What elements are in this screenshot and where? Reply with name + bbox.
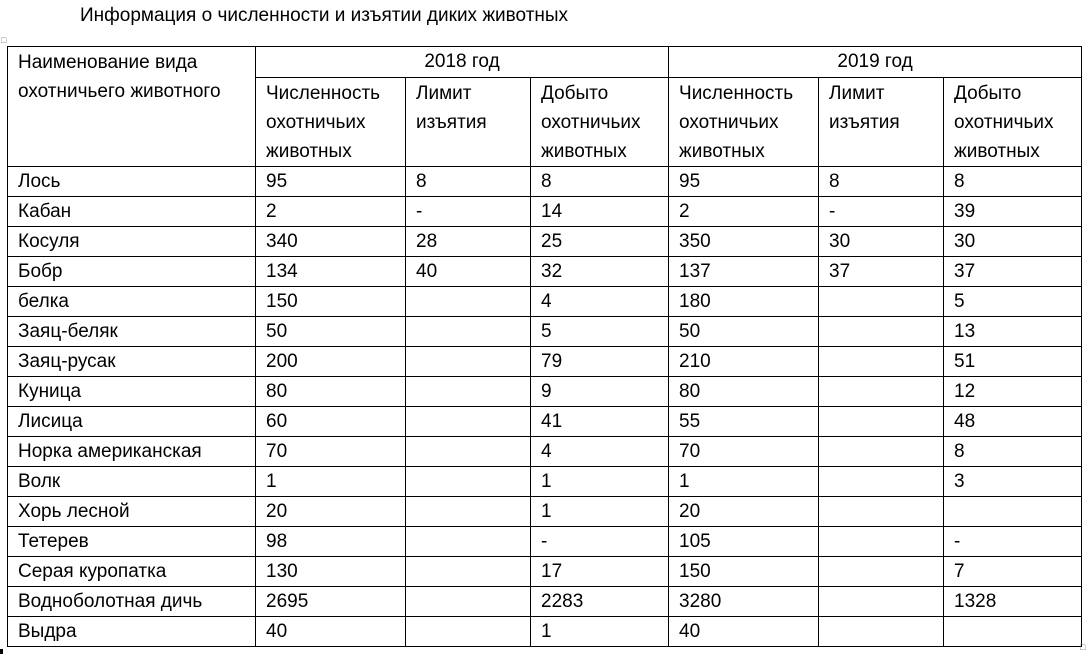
table-resize-handle-icon[interactable]: □ (1080, 642, 1086, 652)
harvested-2018-cell: 4 (531, 287, 669, 317)
species-name-cell: Волк (8, 467, 256, 497)
harvested-2018-cell: 25 (531, 227, 669, 257)
limit-2018-cell (406, 617, 531, 647)
limit-2018-cell (406, 557, 531, 587)
harvested-2019-cell: - (944, 527, 1082, 557)
limit-2018-cell: 40 (406, 257, 531, 287)
population-2018-cell: 80 (256, 377, 406, 407)
harvested-2018-cell: 32 (531, 257, 669, 287)
year-2019-header: 2019 год (669, 47, 1082, 78)
harvested-2018-cell: 1 (531, 497, 669, 527)
population-2018-cell: 70 (256, 437, 406, 467)
limit-2018-cell (406, 527, 531, 557)
harvested-2018-cell: 5 (531, 317, 669, 347)
harvested-2019-cell (944, 497, 1082, 527)
species-name-cell: Лось (8, 167, 256, 197)
table-row (8, 287, 1082, 317)
population-2019-cell: 150 (669, 557, 819, 587)
population-2019-cell: 2 (669, 197, 819, 227)
limit-2019-cell (819, 377, 944, 407)
table-row (8, 437, 1082, 467)
harvested-2019-cell: 8 (944, 437, 1082, 467)
harvested-2018-cell: 41 (531, 407, 669, 437)
limit-2019-cell (819, 467, 944, 497)
limit-2018-cell (406, 407, 531, 437)
limit-2019-cell: - (819, 197, 944, 227)
harvested-2018-cell: 1 (531, 617, 669, 647)
species-name-cell: Косуля (8, 227, 256, 257)
harvested-2019-cell: 7 (944, 557, 1082, 587)
harvested-2018-cell: 8 (531, 167, 669, 197)
species-name-cell: Куница (8, 377, 256, 407)
table-row (8, 377, 1082, 407)
table-row (8, 407, 1082, 437)
harvested-2019-cell (944, 617, 1082, 647)
table-move-handle-icon[interactable]: □ (1, 35, 7, 45)
species-name-cell: Заяц-русак (8, 347, 256, 377)
limit-2019-cell: 37 (819, 257, 944, 287)
population-2019-cell: 55 (669, 407, 819, 437)
document-title: Информация о численности и изъятии диких животных (80, 5, 569, 26)
population-2019-header: Численность охотничьих животных (669, 78, 819, 167)
harvested-2019-cell: 39 (944, 197, 1082, 227)
limit-2019-cell (819, 497, 944, 527)
harvested-2018-cell: 2283 (531, 587, 669, 617)
limit-2018-cell (406, 437, 531, 467)
species-name-cell: Лисица (8, 407, 256, 437)
population-2018-cell: 2 (256, 197, 406, 227)
harvested-2018-cell: 1 (531, 467, 669, 497)
population-2019-cell: 105 (669, 527, 819, 557)
harvested-2019-cell: 48 (944, 407, 1082, 437)
population-2018-cell: 200 (256, 347, 406, 377)
population-2018-cell: 130 (256, 557, 406, 587)
table-row (8, 467, 1082, 497)
population-2018-cell: 40 (256, 617, 406, 647)
harvested-2018-header: Добыто охотничьих животных (531, 78, 669, 167)
limit-2018-cell (406, 467, 531, 497)
limit-2018-header: Лимит изъятия (406, 78, 531, 167)
species-name-cell: Выдра (8, 617, 256, 647)
harvested-2019-cell: 1328 (944, 587, 1082, 617)
harvested-2019-cell: 37 (944, 257, 1082, 287)
population-2019-cell: 350 (669, 227, 819, 257)
limit-2018-cell (406, 287, 531, 317)
harvested-2019-cell: 8 (944, 167, 1082, 197)
population-2018-cell: 20 (256, 497, 406, 527)
table-row (8, 497, 1082, 527)
table-row (8, 557, 1082, 587)
table-row (8, 617, 1082, 647)
population-2018-header: Численность охотничьих животных (256, 78, 406, 167)
table-row (8, 587, 1082, 617)
limit-2018-cell (406, 497, 531, 527)
limit-2019-cell (819, 557, 944, 587)
population-2018-cell: 98 (256, 527, 406, 557)
limit-2018-cell: 28 (406, 227, 531, 257)
species-name-cell: Бобр (8, 257, 256, 287)
population-2018-cell: 340 (256, 227, 406, 257)
population-2019-cell: 40 (669, 617, 819, 647)
table-row (8, 527, 1082, 557)
harvested-2018-cell: 79 (531, 347, 669, 377)
harvested-2019-cell: 5 (944, 287, 1082, 317)
harvested-2018-cell: 14 (531, 197, 669, 227)
wildlife-table (7, 46, 1082, 647)
harvested-2018-cell: - (531, 527, 669, 557)
species-name-cell: белка (8, 287, 256, 317)
header-row-years (8, 47, 1082, 78)
limit-2019-header: Лимит изъятия (819, 78, 944, 167)
harvested-2018-cell: 9 (531, 377, 669, 407)
limit-2019-cell (819, 437, 944, 467)
limit-2019-cell: 8 (819, 167, 944, 197)
species-name-cell: Заяц-беляк (8, 317, 256, 347)
limit-2018-cell: - (406, 197, 531, 227)
table-row (8, 167, 1082, 197)
population-2019-cell: 95 (669, 167, 819, 197)
limit-2018-cell (406, 317, 531, 347)
population-2019-cell: 20 (669, 497, 819, 527)
limit-2019-cell (819, 617, 944, 647)
limit-2018-cell (406, 587, 531, 617)
table-row (8, 257, 1082, 287)
limit-2018-cell: 8 (406, 167, 531, 197)
limit-2019-cell (819, 347, 944, 377)
harvested-2019-cell: 3 (944, 467, 1082, 497)
harvested-2019-cell: 13 (944, 317, 1082, 347)
population-2019-cell: 210 (669, 347, 819, 377)
population-2018-cell: 60 (256, 407, 406, 437)
population-2019-cell: 70 (669, 437, 819, 467)
year-2018-header: 2018 год (256, 47, 669, 78)
population-2018-cell: 150 (256, 287, 406, 317)
population-2018-cell: 95 (256, 167, 406, 197)
population-2019-cell: 50 (669, 317, 819, 347)
population-2018-cell: 2695 (256, 587, 406, 617)
limit-2019-cell (819, 527, 944, 557)
species-name-cell: Серая куропатка (8, 557, 256, 587)
table-row (8, 197, 1082, 227)
text-cursor-mark (0, 649, 3, 654)
limit-2019-cell (819, 287, 944, 317)
species-column-header: Наименование вида охотничьего животного (8, 47, 256, 167)
limit-2019-cell (819, 407, 944, 437)
population-2018-cell: 50 (256, 317, 406, 347)
limit-2018-cell (406, 347, 531, 377)
harvested-2019-cell: 12 (944, 377, 1082, 407)
table-row (8, 347, 1082, 377)
harvested-2019-cell: 30 (944, 227, 1082, 257)
harvested-2018-cell: 4 (531, 437, 669, 467)
population-2019-cell: 3280 (669, 587, 819, 617)
species-name-cell: Тетерев (8, 527, 256, 557)
limit-2019-cell (819, 317, 944, 347)
limit-2019-cell: 30 (819, 227, 944, 257)
harvested-2019-header: Добыто охотничьих животных (944, 78, 1082, 167)
population-2019-cell: 80 (669, 377, 819, 407)
population-2019-cell: 1 (669, 467, 819, 497)
limit-2018-cell (406, 377, 531, 407)
population-2018-cell: 1 (256, 467, 406, 497)
species-name-cell: Норка американская (8, 437, 256, 467)
table-row (8, 317, 1082, 347)
species-name-cell: Хорь лесной (8, 497, 256, 527)
population-2019-cell: 180 (669, 287, 819, 317)
limit-2019-cell (819, 587, 944, 617)
population-2018-cell: 134 (256, 257, 406, 287)
harvested-2019-cell: 51 (944, 347, 1082, 377)
table-row (8, 227, 1082, 257)
species-name-cell: Водноболотная дичь (8, 587, 256, 617)
population-2019-cell: 137 (669, 257, 819, 287)
species-name-cell: Кабан (8, 197, 256, 227)
harvested-2018-cell: 17 (531, 557, 669, 587)
